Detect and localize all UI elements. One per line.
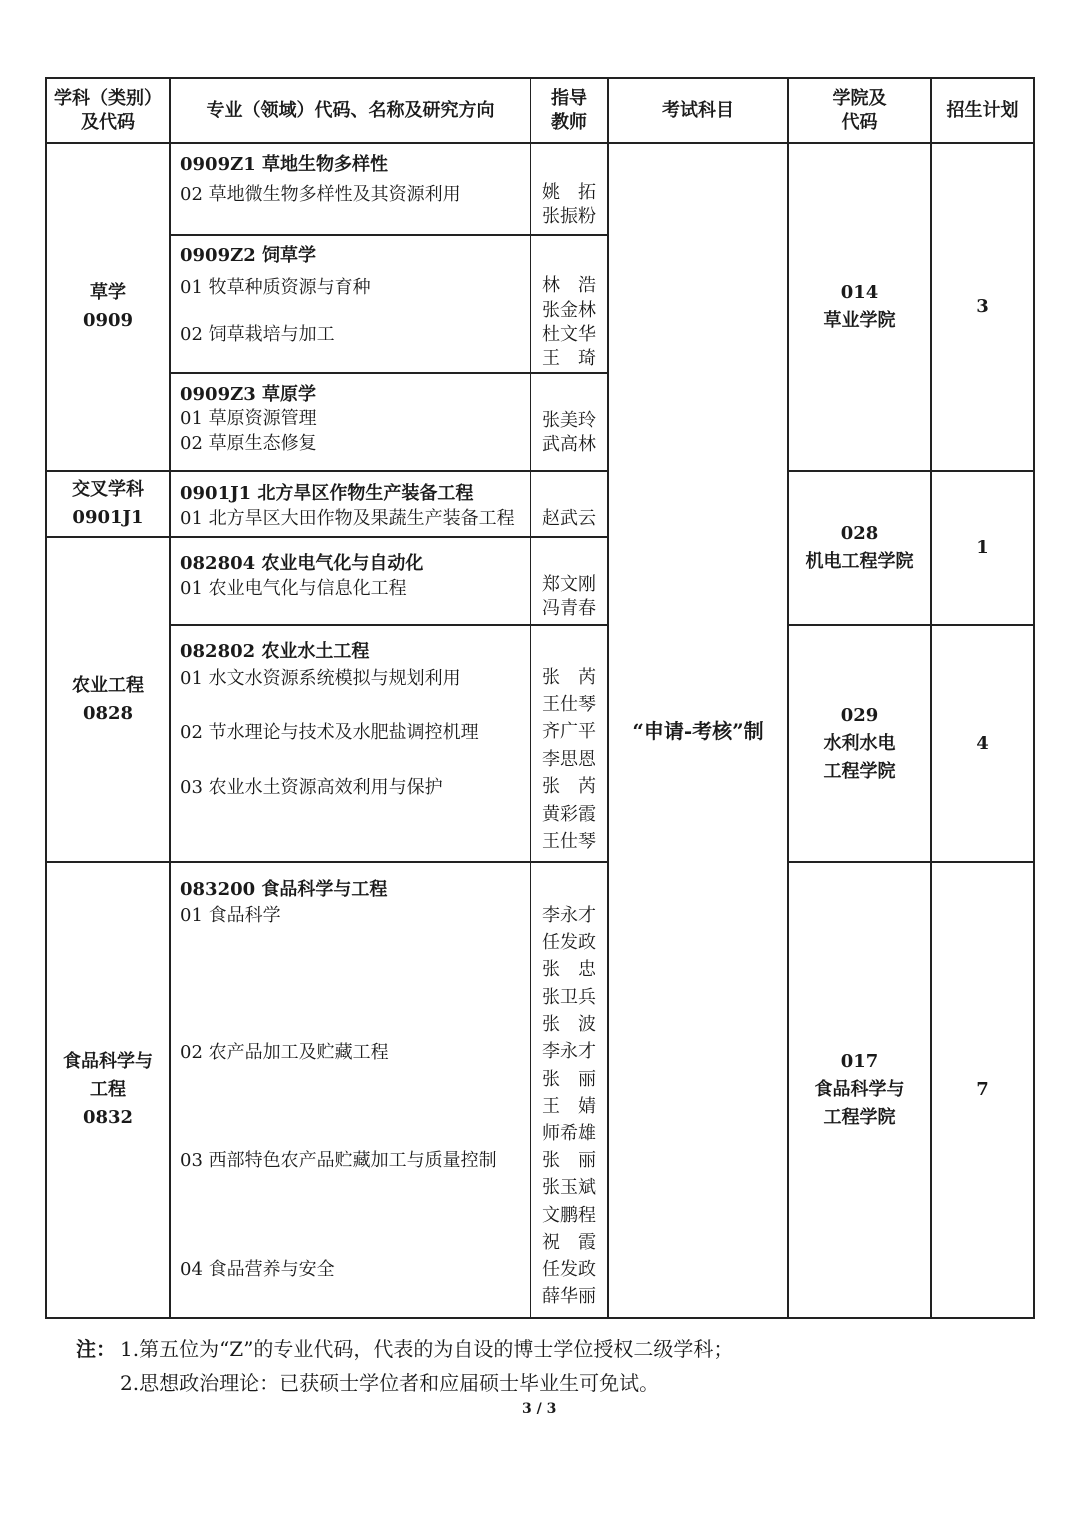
college-cell [789,863,930,1317]
major-title: 0909Z3 草原学 [180,384,317,405]
col-sep-1 [169,77,171,1319]
major-direction: 01 水文水资源系统模拟与规划利用 [180,668,461,689]
header-major [171,79,530,142]
college-name-cont: 工程学院 [823,1107,896,1128]
header-college-line2: 代码 [841,111,878,133]
teacher-name: 姚 拓 [542,182,596,203]
major-direction: 02 草原生态修复 [180,433,317,454]
row-sep-a [169,234,609,236]
teacher-name: 张 芮 [542,776,596,797]
discipline-cell [47,863,169,1317]
exam-subject-cell [609,144,787,1317]
discipline-name: 草学 [90,282,126,303]
major-direction: 03 农业水土资源高效利用与保护 [180,777,443,798]
teacher-name: 冯青春 [542,598,596,619]
plan-count: 7 [976,1079,989,1100]
header-teacher-line1: 指导 [551,87,587,109]
major-direction: 01 草原资源管理 [180,408,317,429]
plan-count: 4 [976,732,989,754]
note-label: 注： [76,1337,116,1361]
teacher-name: 郑文刚 [542,574,596,595]
header-major-label: 专业（领域）代码、名称及研究方向 [206,99,495,121]
row-sep-b [169,372,609,374]
major-direction: 01 农业电气化与信息化工程 [180,578,407,599]
college-name-cont: 工程学院 [823,760,896,782]
plan-cell [932,144,1033,470]
major-direction: 02 节水理论与技术及水肥盐调控机理 [180,722,479,743]
discipline-name: 农业工程 [72,674,144,696]
discipline-cell [47,144,169,470]
teacher-name: 张金林 [542,300,596,321]
teacher-name: 黄彩霞 [542,804,596,825]
teacher-name: 李思恩 [542,749,596,770]
discipline-name: 食品科学与 [63,1051,153,1072]
plan-cell [932,863,1033,1317]
discipline-code: 0832 [82,1107,134,1128]
teacher-name: 张 芮 [542,667,596,688]
teacher-name: 赵武云 [542,508,596,529]
major-direction: 01 北方旱区大田作物及果蔬生产装备工程 [180,508,515,529]
college-cell [789,626,930,861]
teacher-name: 王 婧 [542,1096,596,1117]
teacher-name: 文鹏程 [542,1205,596,1226]
teacher-name: 张 波 [542,1014,596,1035]
col-sep-2 [530,77,531,1319]
header-plan-label: 招生计划 [946,99,1019,121]
major-direction: 01 牧草种质资源与育种 [180,277,371,298]
discipline-cell [47,472,169,536]
major-title: 0901J1 北方旱区作物生产装备工程 [180,483,474,504]
teacher-name: 任发政 [542,932,596,953]
major-title: 083200 食品科学与工程 [180,879,388,900]
teacher-name: 李永才 [542,905,596,926]
header-plan [932,79,1033,142]
plan-cell [932,626,1033,861]
teacher-name: 祝 霞 [542,1232,596,1253]
teacher-name: 张 忠 [542,959,596,980]
teacher-name: 武高林 [542,434,596,455]
header-discipline [47,79,169,142]
page-number: 3 / 3 [522,1401,557,1417]
teacher-name: 林 浩 [542,275,596,296]
note-line-1: 1.第五位为“Z”的专业代码，代表的为自设的博士学位授权二级学科； [120,1337,734,1361]
discipline-cell [47,538,169,861]
college-code: 017 [840,1051,879,1072]
college-name: 草业学院 [823,310,896,331]
teacher-name: 薛华丽 [542,1286,596,1307]
header-discipline-line1: 学科（类别） [54,87,162,109]
teacher-name: 王仕琴 [542,694,596,715]
discipline-code: 0828 [82,702,134,724]
discipline-name: 交叉学科 [72,479,144,500]
teacher-name: 王 琦 [542,348,596,369]
teacher-name: 张美玲 [542,410,596,431]
college-code: 014 [840,282,879,303]
row-sep-e [169,624,609,626]
discipline-name-cont: 工程 [90,1079,126,1100]
teacher-name: 张振粉 [542,206,596,227]
header-college-line1: 学院及 [832,87,887,109]
header-discipline-line2: 及代码 [81,111,135,133]
teacher-name: 张 丽 [542,1069,596,1090]
college-cell [789,472,930,624]
table-border-right [1033,77,1035,1319]
discipline-code: 0901J1 [72,507,144,528]
college-name: 机电工程学院 [805,551,914,572]
major-direction: 02 农产品加工及贮藏工程 [180,1042,389,1063]
table-border-bottom [45,1317,1035,1319]
college-cell [789,144,930,470]
teacher-name: 张 丽 [542,1150,596,1171]
teacher-name: 张玉斌 [542,1177,596,1198]
major-title: 082802 农业水土工程 [180,641,370,662]
teacher-name: 任发政 [542,1259,596,1280]
teacher-name: 杜文华 [542,324,596,345]
college-name: 食品科学与 [814,1079,905,1100]
discipline-code: 0909 [82,310,134,331]
header-exam [609,79,787,142]
header-teacher-line2: 教师 [551,111,587,133]
header-teacher [531,79,607,142]
teacher-name: 李永才 [542,1041,596,1062]
teacher-name: 张卫兵 [542,987,596,1008]
header-exam-label: 考试科目 [662,99,734,121]
header-college [789,79,930,142]
plan-count: 3 [976,296,989,317]
major-direction: 02 饲草栽培与加工 [180,324,335,345]
college-name: 水利水电 [823,732,896,754]
college-code: 028 [840,523,879,544]
exam-subject: “申请-考核”制 [632,718,764,743]
plan-count: 1 [976,537,989,558]
major-title: 0909Z2 饲草学 [180,245,317,266]
note-line-2: 2.思想政治理论：已获硕士学位者和应届硕士毕业生可免试。 [120,1371,660,1395]
teacher-name: 师希雄 [542,1123,596,1144]
major-direction: 03 西部特色农产品贮藏加工与质量控制 [180,1150,497,1171]
teacher-name: 齐广平 [542,721,596,742]
college-code: 029 [840,704,879,726]
major-title: 082804 农业电气化与自动化 [180,553,424,574]
major-direction: 04 食品营养与安全 [180,1259,335,1280]
plan-cell [932,472,1033,624]
major-title: 0909Z1 草地生物多样性 [180,154,389,175]
major-direction: 01 食品科学 [180,905,281,926]
teacher-name: 王仕琴 [542,831,596,852]
major-direction: 02 草地微生物多样性及其资源利用 [180,184,461,205]
